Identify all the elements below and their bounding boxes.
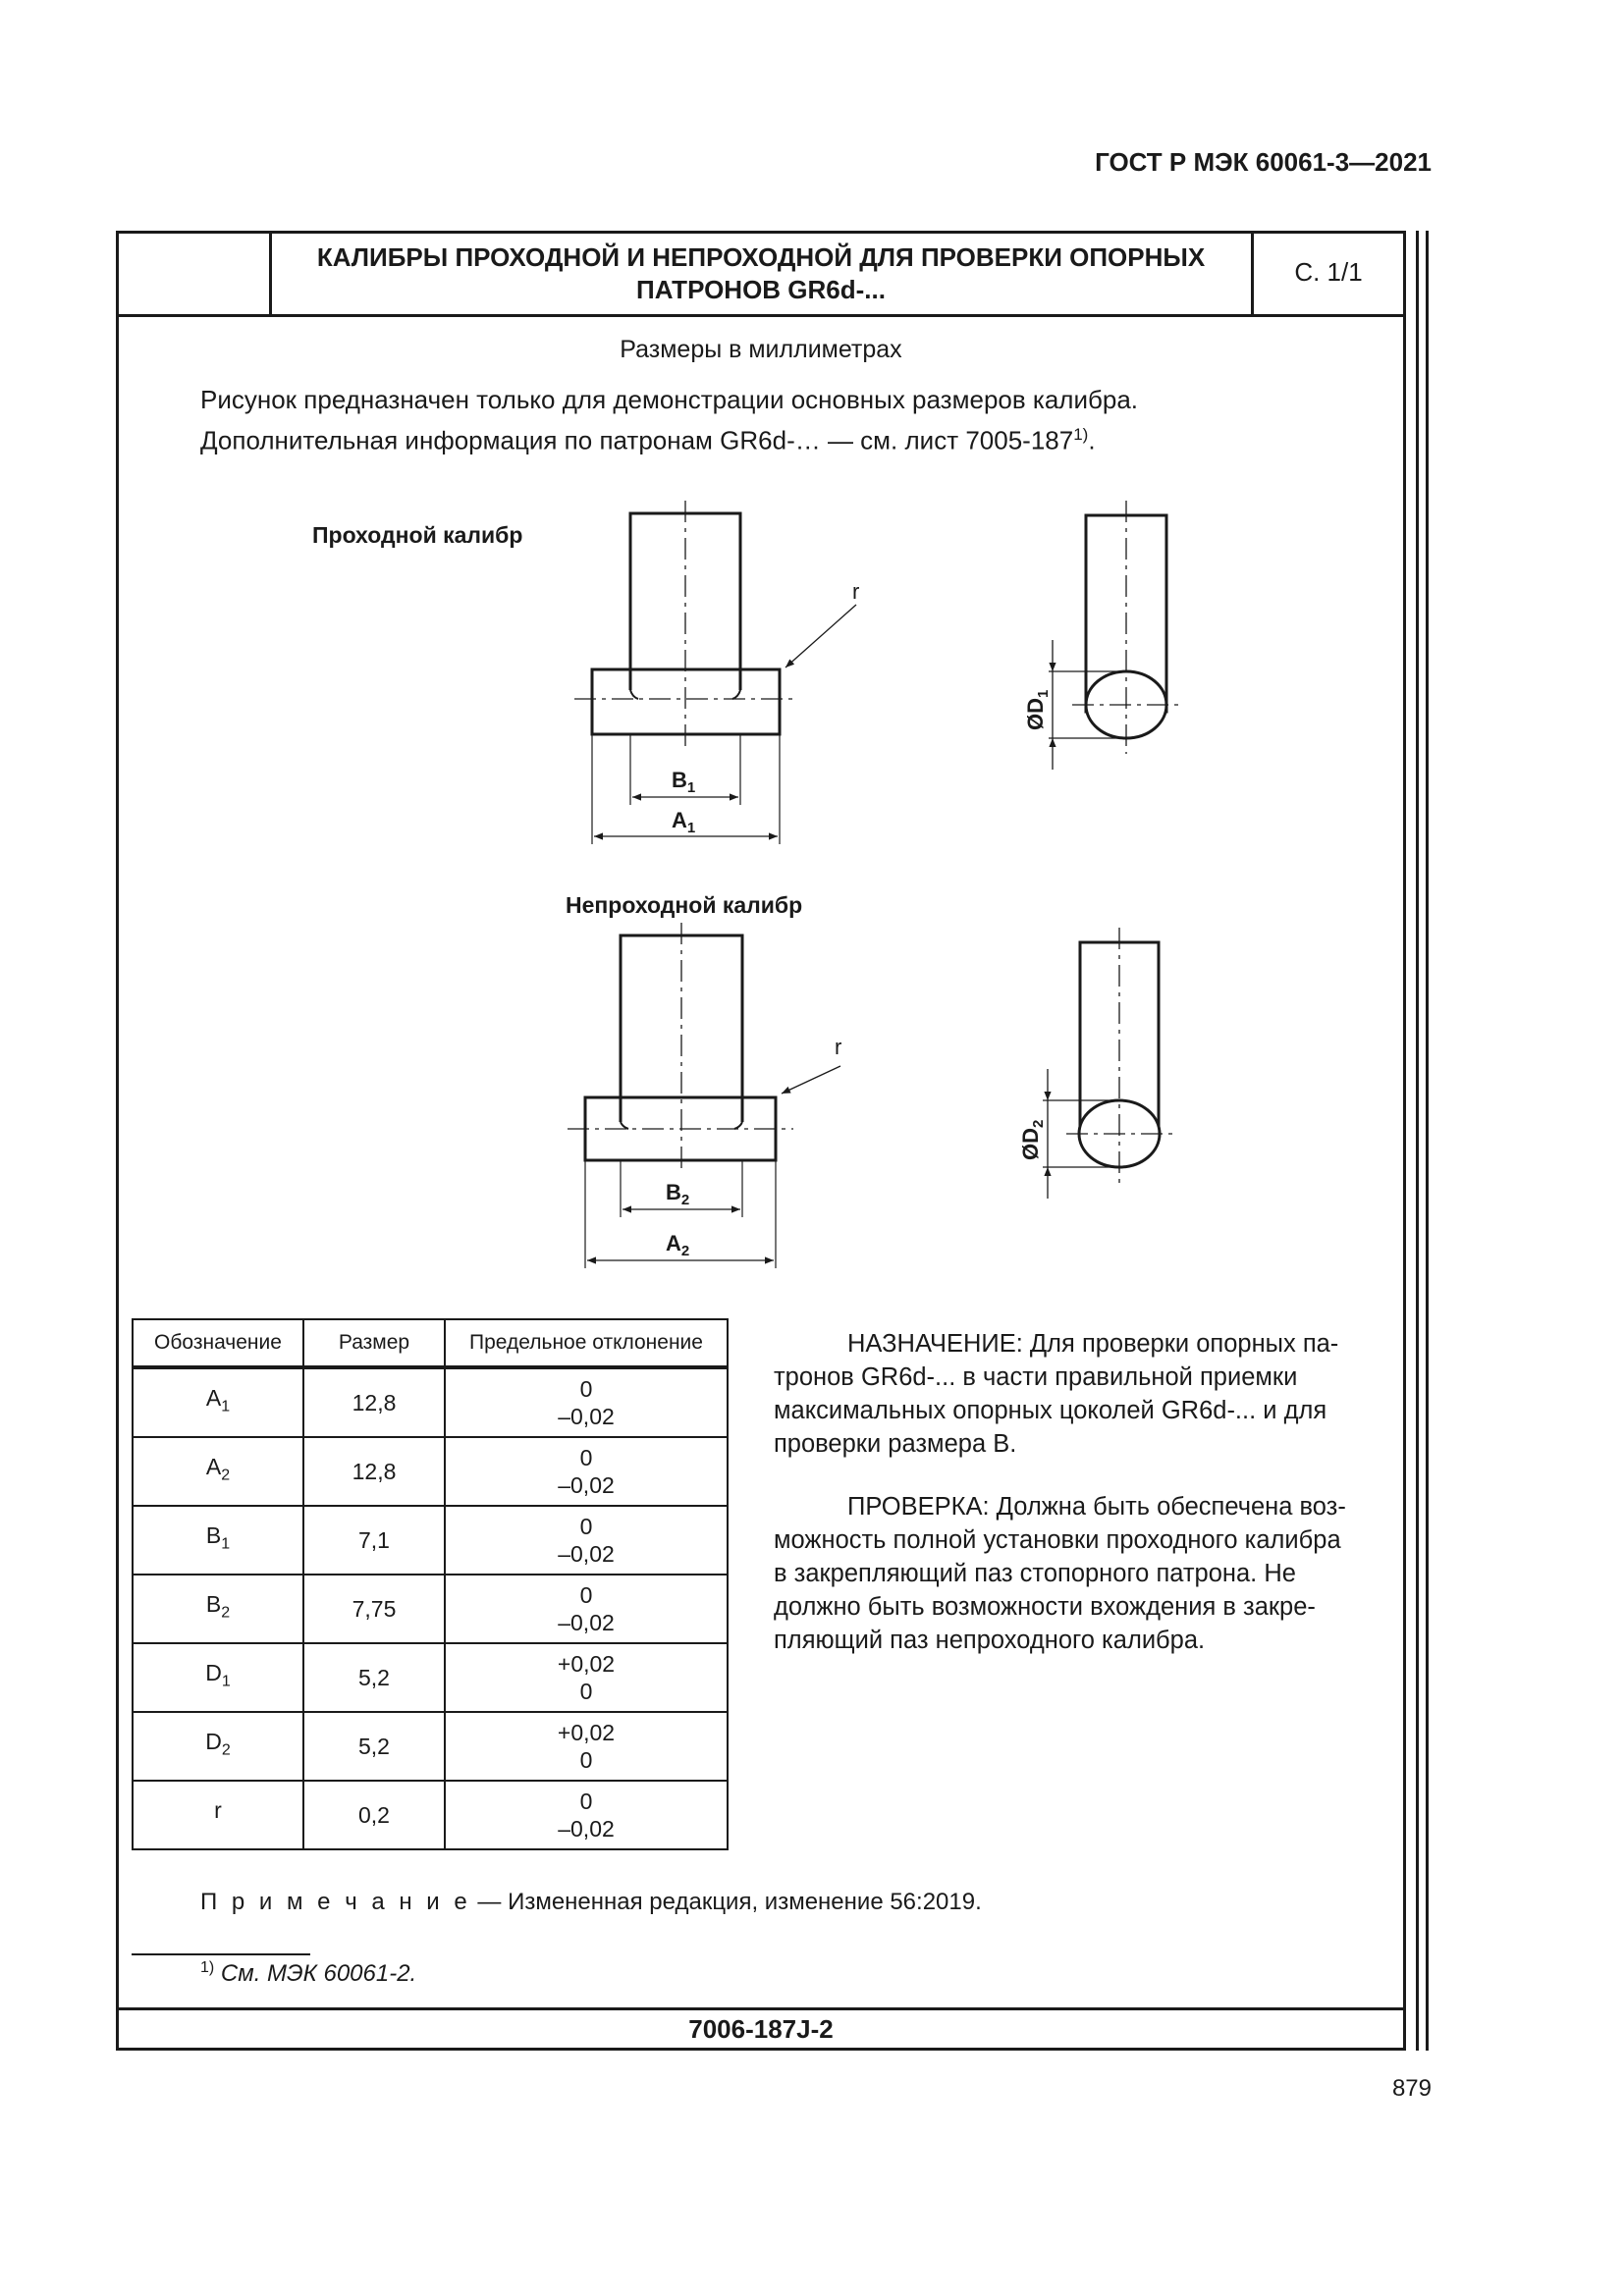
footnote-rule [132,1953,310,1955]
cell-size: 5,2 [303,1643,445,1712]
intro-footnote-ref: 1) [1073,425,1089,444]
d2-label: $ØD_2$ [1018,1119,1047,1160]
col-header-symbol: Обозначение [133,1319,303,1367]
units-caption: Размеры в миллиметрах [620,336,902,363]
footnote-text: См. МЭК 60061-2. [214,1960,417,1987]
table-row [133,1367,728,1437]
intro-line1: Рисунок предназначен только для демонстрации основных размеров калибра. [200,385,1139,414]
go-radius-leader [785,605,856,667]
cell-size: 7,1 [303,1506,445,1575]
cell-size: 5,2 [303,1712,445,1781]
note [200,1889,1280,1916]
footer-rule [116,2007,1406,2010]
cell-tolerance: 0 –0,02 [445,1781,728,1849]
cell-tolerance: +0,02 0 [445,1712,728,1781]
footnote [200,1959,1084,1988]
note-label: П р и м е ч а н и е [200,1889,471,1915]
nogo-radius-label: r [835,1035,842,1059]
intro-line2-text: Дополнительная информация по патронам GR6d-… — см. лист 7005-187 [200,425,1074,455]
go-gauge-side-view [1049,501,1180,770]
note-text: — Измененная редакция, изменение 56:2019. [470,1889,982,1915]
cell-symbol: $B_1$ [133,1506,303,1575]
table-row [133,1712,728,1781]
cell-size: 7,75 [303,1575,445,1643]
cell-symbol: $A_2$ [133,1437,303,1506]
cell-symbol: $D_1$ [133,1643,303,1712]
cell-symbol: $B_2$ [133,1575,303,1643]
page-number: 879 [1391,2075,1432,2102]
standard-number: ГОСТ Р МЭК 60061-3—2021 [1095,147,1432,177]
cell-symbol: r [133,1781,303,1849]
sheet-title-line1: КАЛИБРЫ ПРОХОДНОЙ И НЕПРОХОДНОЙ ДЛЯ ПРОВЕРКИ ОПОРНЫХ [316,242,1206,272]
nogo-gauge-side-view [1043,928,1174,1199]
b2-label: $B_2$ [666,1180,690,1208]
a2-label: $A_2$ [666,1231,690,1259]
dimensions-table [132,1318,729,1850]
sheet-code: 7006-187J-2 [688,2014,834,2044]
sheet-title-line2: ПАТРОНОВ GR6d-... [636,275,886,304]
nogo-gauge-front-view [568,923,840,1268]
table-row [133,1575,728,1643]
col-header-tolerance: Предельное отклонение [445,1319,728,1367]
table-row [133,1506,728,1575]
cell-size: 12,8 [303,1437,445,1506]
cell-size: 12,8 [303,1367,445,1437]
go-gauge-front-view [574,501,856,844]
table-row [133,1643,728,1712]
a1-label: $A_1$ [672,808,696,836]
cell-tolerance: 0 –0,02 [445,1367,728,1437]
table-row [133,1781,728,1849]
cell-symbol: $D_2$ [133,1712,303,1781]
check-paragraph: ПРОВЕРКА: Должна быть обеспечена воз- можность полной установки проходного калибра в закрепляющий паз стопорного патрона. Не должно быть возможности вхождения в закре- пляющий паз непроходного калибра. [774,1493,1346,1654]
cell-tolerance: 0 –0,02 [445,1575,728,1643]
d1-label: $ØD_1$ [1023,689,1052,730]
nogo-gauge-label: Непроходной калибр [566,892,803,918]
col-header-size: Размер [303,1319,445,1367]
table-row [133,1437,728,1506]
cell-tolerance: 0 –0,02 [445,1437,728,1506]
go-radius-label: r [852,579,860,604]
intro-line2-end: . [1088,425,1096,455]
sheet-number: С. 1/1 [1294,257,1363,287]
go-gauge-label: Проходной калибр [312,522,523,548]
footnote-mark: 1) [200,1959,215,1976]
cell-symbol: $A_1$ [133,1367,303,1437]
cell-tolerance: +0,02 0 [445,1643,728,1712]
cell-size: 0,2 [303,1781,445,1849]
purpose-paragraph: НАЗНАЧЕНИЕ: Для проверки опорных па- тронов GR6d-... в части правильной приемки максимальных опорных цоколей GR6d-... и для проверки размера В. [774,1330,1339,1458]
b1-label: $B_1$ [672,768,696,796]
cell-tolerance: 0 –0,02 [445,1506,728,1575]
